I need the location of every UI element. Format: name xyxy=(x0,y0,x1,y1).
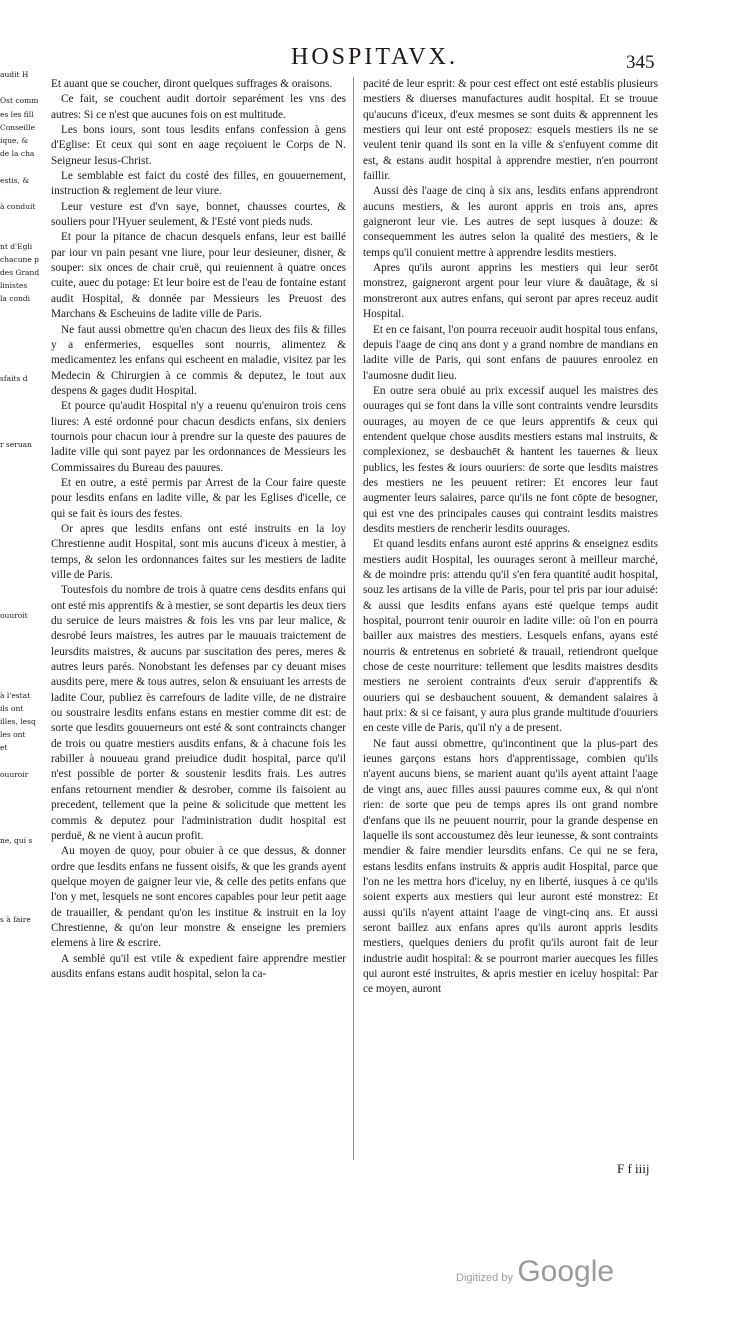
margin-note: s à faire xyxy=(0,915,31,924)
margin-note: Ost comm xyxy=(0,96,39,106)
margin-note: et xyxy=(0,743,8,753)
margin-note xyxy=(0,557,32,570)
margin-note xyxy=(0,213,32,226)
margin-note xyxy=(0,675,32,688)
margin-note: nt d'Egli xyxy=(0,241,33,251)
margin-note xyxy=(0,649,32,662)
paragraph: Ne faut aussi obmettre qu'en chacun des lieux des fils & filles y a enfermeries, esquelles sont nourris, alimentez & medicamentez les enfans qui escheent en maladie, visitez par les Medecin & Chirurgien à ce commis & deputez, le tout aux despens & gages dudit Hospital. xyxy=(51,323,346,397)
margin-note xyxy=(0,1045,32,1058)
margin-note: ne, qui s xyxy=(0,835,33,845)
paragraph: pacité de leur esprit: & pour cest effect ont esté establis plusieurs mestiers & diuerses manufactures audit hospital. Et se trouue qu'aucuns d'iceux, d'eux mesmes se sont duits & apprennent les mestiers qui leur ont esté proposez: esquels mestiers ils ne se veulent tenir quand ils sont en la ville & s'enfuyent comme dit est, & estans audit hospital à apprendre mestier, n'en pourront faillir. xyxy=(363,78,658,183)
margin-note xyxy=(0,424,32,437)
margin-note xyxy=(0,517,32,530)
margin-note xyxy=(0,504,32,517)
margin-note: es les fill xyxy=(0,109,34,119)
margin-note xyxy=(0,187,32,200)
watermark xyxy=(456,1255,614,1289)
margin-note xyxy=(0,821,32,834)
margin-note xyxy=(0,160,32,173)
margin-note xyxy=(0,411,32,424)
right-column xyxy=(363,77,658,998)
margin-note: à conduit xyxy=(0,202,36,212)
margin-note: chacune p xyxy=(0,254,39,264)
margin-note xyxy=(0,755,32,768)
margin-note xyxy=(0,636,32,649)
margin-note xyxy=(0,477,32,490)
margin-note: ouuroit xyxy=(0,611,28,621)
margin-note xyxy=(0,530,32,543)
margin-note xyxy=(0,953,32,966)
margin-note xyxy=(0,385,32,398)
margin-note xyxy=(0,860,32,873)
margin-note xyxy=(0,570,32,583)
margin-note xyxy=(0,306,32,319)
margin-note xyxy=(0,1058,32,1071)
margin-note xyxy=(0,81,32,94)
margin-note: linistes xyxy=(0,281,28,291)
margin-note: les ont xyxy=(0,730,26,740)
paragraph: Et auant que se coucher, diront quelques suffrages & oraisons. xyxy=(51,78,333,90)
page-title: HOSPITAVX. xyxy=(291,44,458,70)
margin-note: à l'estat xyxy=(0,690,31,700)
left-column xyxy=(51,77,346,982)
margin-note xyxy=(0,596,32,609)
column-rule xyxy=(353,77,354,1160)
margin-note xyxy=(0,623,32,636)
paragraph: Les bons iours, sont tous lesdits enfans confession à gens d'Eglise: Et ceux qui sont en aage reçoiuent le Corps de N. Seigneur Iesus-Christ. xyxy=(51,124,346,167)
margin-note xyxy=(0,1005,32,1018)
margin-note xyxy=(0,939,32,952)
margin-note xyxy=(0,873,32,886)
margin-note: illes, lesq xyxy=(0,716,36,726)
page-number: 345 xyxy=(626,52,655,73)
margin-note xyxy=(0,332,32,345)
margin-note xyxy=(0,926,32,939)
paragraph: Ce fait, se couchent audit dortoir separément les vns des autres: Si ce n'est que aucunes fois on est multitude. xyxy=(51,93,346,121)
paragraph: Aussi dès l'aage de cinq à six ans, lesdits enfans apprendront aucuns mestiers, & les auront appris en trois ans, apres gaigneront leur vie. Les autres de sept iusques à douze: & consequemment les autres selon la qualité des mestiers, & le temps qu'il conuient mettre à apprendre lesdits mestiers. xyxy=(363,185,658,259)
margin-note xyxy=(0,979,32,992)
margin-note xyxy=(0,1019,32,1032)
paragraph: En outre sera obuié au prix excessif auquel les maistres des ouurages qui se font dans la ville sont contraints vendre leursdits ouurages, au moyen de ce que leurs apprentifs & ceux qui entendent quelque chose ausdits mestiers estans mal instruits, & complexionez, se desbauchēt & hantent les tauernes & lieux publics, les festes & iours ouuriers: de sorte que lesdits maistres des mestiers ne les peuuent retirer: Et encores leur faut augmenter leurs salaires, parce qu'ils ne font cōpte de besogner, qui est vne des principales causes qui contraint lesdits maistres desdits mestiers de rencherir lesdits ouurages. xyxy=(363,384,658,535)
margin-note: ouuroir xyxy=(0,769,29,779)
margin-note: la condi xyxy=(0,294,30,304)
margin-note xyxy=(0,398,32,411)
margin-note: estis, & xyxy=(0,175,29,185)
margin-note: Conseille xyxy=(0,122,36,132)
margin-note xyxy=(0,794,32,807)
margin-note: de la cha xyxy=(0,149,35,159)
margin-note xyxy=(0,992,32,1005)
margin-note xyxy=(0,543,32,556)
margin-note xyxy=(0,583,32,596)
paragraph: Et pour la pitance de chacun desquels enfans, leur est baillé par iour vn pain pesant vne liure, pour leur desieuner, disner, & souper: six onces de chair cruë, qui reuiennent à quatre onces cuite, auec du potage: Et leur boire est de l'eau de fontaine estant audit Hospital, & donnée par Messieurs les Preuost des Marchans & Escheuins de ladite ville de Paris. xyxy=(51,231,346,321)
paragraph: Or apres que lesdits enfans ont esté instruits en la loy Chrestienne audit Hospital, sont mis aucuns d'iceux à mestier, à temps, & selon les ordonnances faites sur les mestiers de ladite ville de Paris. xyxy=(51,522,346,581)
margin-note: ique, & xyxy=(0,136,28,146)
paragraph: Leur vesture est d'vn saye, bonnet, chausses courtes, & souliers pour l'Hyuer seulement, & l'Esté vont pieds nuds. xyxy=(51,200,346,229)
paragraph: Et en outre, a esté permis par Arrest de la Cour faire queste pour lesdits enfans en ladite ville, & par les Eglises d'icelle, ce qui se fait ès iours des festes. xyxy=(51,476,346,520)
margin-note xyxy=(0,226,32,239)
paragraph: Le semblable est faict du costé des filles, en gouuernement, instruction & reglement de leur viure. xyxy=(51,170,346,198)
margin-notes xyxy=(0,68,40,1108)
margin-note xyxy=(0,464,32,477)
margin-note xyxy=(0,781,32,794)
paragraph: Toutesfois du nombre de trois à quatre cens desdits enfans qui ont esté mis apprentifs & à mestier, se sont departis les deux tiers du seruice de leurs maistres & fois les vns par leur malice, & desrobé leurs maistres, les autres par le mauuais traictement de leursdits maistres, & aucuns par suscitation des peres, meres & autres leurs parés. Nonobstant les defenses par cy deuant mises ausdits pere, mere & tous autres, selon & ensuiuant les arrests de ladite Cour, publiez ès carrefours de ladite ville, de ne distraire ou soustraire lesdits enfans estans en mestier comme dit est: de sorte que lesdits gouuerneurs ont esté & sont contraincts changer de trois ou quatre mestiers ausdits enfans, & à chacune fois les rabiller à nouueau grand preiudice dudit hospital, parce qu'il n'est possible de porter & soustenir lesdits frais. Les autres enfans retournent mendier & desrober, comme ils faisoient au precedent, tellement que la peine & solicitude que mettent les commis & deputez pour l'administration dudit hospital est perduë, & ne vient à aucun profit. xyxy=(51,584,346,842)
paragraph: Au moyen de quoy, pour obuier à ce que dessus, & donner ordre que lesdits enfans ne fussent oisifs, & que les grands ayent quelque moyen de gaigner leur vie, & celle des petits enfans que l'on y met, lesquels ne sont encores capables pour leur petit aage de trauailler, & pendant qu'on les institue & instruit en la loy Chrestienne, & qu'on leur monstre & enseigne les premiers elemens à lire & escrire. xyxy=(51,845,346,950)
google-logo: Google xyxy=(517,1255,615,1288)
paragraph: Et en ce faisant, l'on pourra receuoir audit hospital tous enfans, depuis l'aage de cinq ans dont y a grand nombre de mandians en ladite ville de Paris, qui sont enfans de pauures enroolez en l'aumosne dudit lieu. xyxy=(363,323,658,382)
paragraph: A semblé qu'il est vtile & expedient faire apprendre mestier ausdits enfans estans audit hospital, selon la ca- xyxy=(51,952,346,980)
margin-note: ils ont xyxy=(0,703,24,713)
margin-note xyxy=(0,1098,32,1111)
margin-note xyxy=(0,358,32,371)
margin-note xyxy=(0,491,32,504)
margin-note: r seruan xyxy=(0,439,32,449)
margin-note xyxy=(0,1071,32,1084)
margin-note: des Grand xyxy=(0,268,40,278)
margin-note xyxy=(0,887,32,900)
margin-note xyxy=(0,1032,32,1045)
margin-note xyxy=(0,807,32,820)
margin-note xyxy=(0,847,32,860)
margin-note xyxy=(0,451,32,464)
margin-note xyxy=(0,319,32,332)
paragraph: Et quand lesdits enfans auront esté apprins & enseignez esdits mestiers audit Hospital, les ouurages seront à meilleur marché, & de moindre pris: attendu qu'il s'en fera quantité audit hospital, souz les artisans de la ville de Paris, pour tel pris par iour aduisé: & aussi que lesdits enfans ayans esté quelque temps audit hospital, pourront tenir ouuroir en ladite ville: où l'on en pourra bailler aux maistres des mestiers. Lesquels enfans, ayans esté nourris & entretenus en sobrieté & trauail, retiendront quelque chose de ceste nourriture: tellement que lesdits maistres desdits mestiers ne seroient contraints d'eux seruir d'apprentifs & ouuriers qui se desbauchent souuent, & demandent salaires à haut prix: & si ce faisant, y aura plus grande multitude d'ouuriers en ceste ville de Paris, qu'il n'y a de present. xyxy=(363,538,658,735)
margin-note: audit H xyxy=(0,70,29,79)
margin-note xyxy=(0,900,32,913)
margin-note xyxy=(0,1085,32,1098)
margin-note: sfaits d xyxy=(0,373,28,383)
margin-note xyxy=(0,345,32,358)
paragraph: Ne faut aussi obmettre, qu'incontinent que la plus-part des ieunes garçons estans hors d'apprentissage, combien qu'ils n'ayent aucuns biens, se marient auant qu'ils ayent attaint l'aage de vingt ans, auec filles aussi pauures comme eux, & qui n'ont rien: de sorte que peu de temps apres ils ont grand nombre d'enfans que ils ne peuuent nourrir, pour la grande despense en laquelle ils sont accoustumez dès leur ieunesse, & sont contraints mendier & faire mendier leursdits enfans. Ce qui ne se fera, estans lesdits enfans instruits & appris audit Hospital, parce que l'on ne les mettra hors d'iceluy, ny en liberté, iusques à ce qu'ils soient experts aux mestiers qui leur auront esté monstrez: Et aussi qu'ils n'ayent attaint l'aage de vingt-cinq ans. Et aussi seront baillez aux enfans apres qu'ils auront appris lesdits mestiers, quelques deniers du profit qu'ils auront fait de leur industrie audit hospital: & se pourront marier auecques les filles qui auront esté instruites, & apris mestier en iceluy hospital: Par ce moyen, auront xyxy=(363,737,658,996)
signature-mark: F f iiij xyxy=(617,1161,650,1176)
watermark-prefix: Digitized by xyxy=(456,1272,513,1284)
margin-note xyxy=(0,662,32,675)
margin-note xyxy=(0,966,32,979)
paragraph: Et pource qu'audit Hospital n'y a reuenu qu'enuiron trois cens liures: A esté ordonné pour chacun desdicts enfans, six deniers tournois pour chacun iour à prendre sur la queste des pauures de ladite ville qui sont payez par les ordonnances de Messieurs les Commissaires du Bureau des pauures. xyxy=(51,400,346,474)
paragraph: Apres qu'ils auront apprins les mestiers qui leur serōt monstrez, gaigneront argent pour leur viure & dauãtage, & si monstreront aux autres enfans, qui seront par apres receuz audit Hospital. xyxy=(363,262,658,321)
